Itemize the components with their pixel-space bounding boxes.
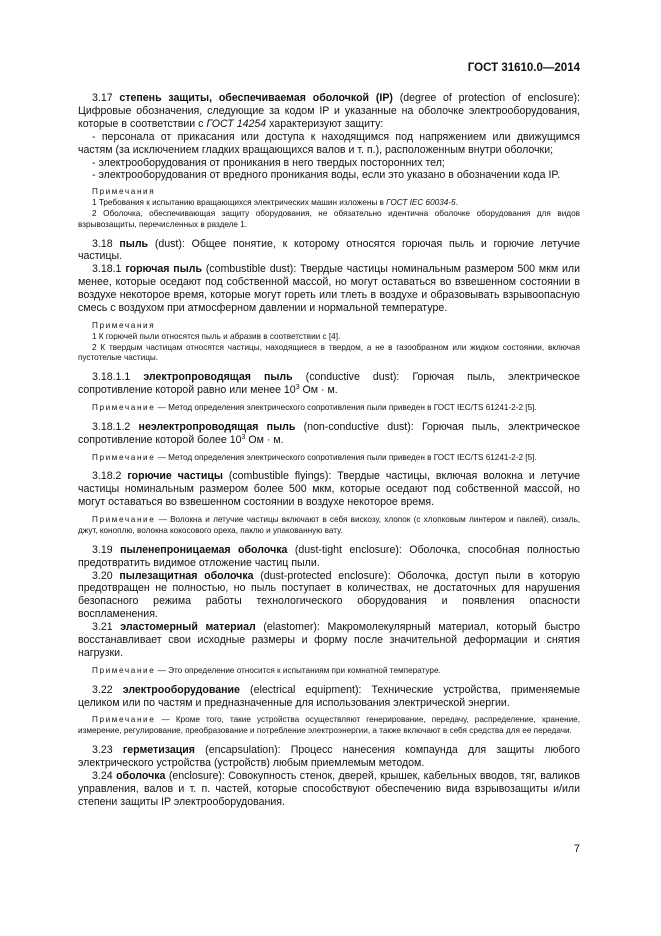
section-3-19 [78,544,580,570]
note-label: Примечание [92,515,156,525]
exponent: 3 [241,433,246,441]
list-item: - персонала от прикасания или доступа к находящимся под напряжением или движущимся частям (за исключением гладких вращающихся валов и т. п.), расположенным внутри оболочки; [78,130,580,156]
term: горючая пыль [125,263,202,276]
term: электропроводящая пыль [143,371,293,384]
section-number: 3.19 [92,543,113,556]
definition: (conductive dust): Горючая пыль, электрическое сопротивление которой равно или менее 10 [78,371,580,397]
section-3-17 [78,92,580,131]
section-number: 3.18 [92,237,113,250]
section-number: 3.18.1.2 [92,420,131,433]
note-label: Примечание [92,452,156,462]
note-label: Примечание [92,715,156,725]
term: неэлектропроводящая пыль [138,420,296,433]
list-item: - электрооборудования от проникания в него твердых посторонних тел; [92,156,445,169]
reference: ГОСТ IEC 60034-5 [386,198,456,208]
note-text: — Кроме того, такие устройства осуществляют генерирование, передачу, распределение, хранение, измерение, регулирование, преобразование и потребление электроэнергии, а также включают в себя средства для ее передачи. [78,715,580,736]
note-1: 1 К горючей пыли относятся пыль и абразив в соответствии с [4]. [92,331,341,341]
unit: Ом · м. [299,384,338,397]
term: пыль [119,237,149,250]
section-number: 3.18.1 [92,263,122,276]
note [78,453,580,464]
term: герметизация [122,744,195,757]
definition: (combustible dust): Твердые частицы номинальным размером 500 мкм или менее, которые оседают под собственной массой, но могут оставаться во взвешенном состоянии в воздухе некоторое время, которые могут гореть или тлеть в воздухе и образовывать взрывоопасную смесь с воздухом при атмосферном давлении и нормальной температуре. [78,263,580,315]
section-3-24 [78,770,580,809]
section-3-18 [78,238,580,264]
note-label: Примечание [92,402,156,412]
note-end: . [455,198,458,208]
term: пылезащитная оболочка [119,569,254,582]
definition: (electrical equipment): Технические устройства, применяемые целиком или по частям и предназначенные для использования электрической энергии. [78,683,580,709]
section-3-18-1-1 [78,371,580,397]
section-3-18-2 [78,470,580,509]
note-2: 2 К твердым частицам относятся частицы, находящиеся в твердом, а не в газообразном или жидком состоянии, включая пустотелые частицы. [78,342,580,363]
section-number: 3.18.1.1 [92,371,131,384]
note [78,715,580,737]
definition: (enclosure): Совокупность стенок, дверей, крышек, кабельных вводов, тяг, валиков управления, валов и т. п. частей, которые способствуют обеспечению вида взрывозащиты и/или степени защиты IP электрооборудования. [78,769,580,808]
section-3-18-1 [78,263,580,315]
term: степень защиты, обеспечиваемая оболочкой (IP) [119,92,393,104]
definition: (degree of protection of enclosure): Цифровые обозначения, следующие за кодом IP и указанные на оболочке электрооборудования, которые в соответствии с [78,92,580,130]
term: горючие частицы [127,470,223,483]
document-body [78,92,580,809]
page-number: 7 [573,843,580,855]
section-3-20 [78,570,580,622]
section-number: 3.22 [92,683,113,696]
definition: (dust-protected enclosure): Оболочка, доступ пыли в которую предотвращен не полностью, но пыль поступает в количествах, не достаточных для нарушения безопасного режима работы технологического оборудования и появления опасности воспламенения. [78,569,580,621]
note [78,403,580,414]
term: электрооборудование [122,683,240,696]
section-number: 3.24 [92,769,113,782]
note-text: — Метод определения электрического сопротивления пыли приведен в ГОСТ IEC/TS 61241-2-2 [5]. [155,452,537,462]
note [78,666,580,677]
note [78,515,580,537]
term: пыленепроницаемая оболочка [120,543,288,556]
section-3-21 [78,621,580,660]
note-text: — Это определение относится к испытаниям при комнатной температуре. [155,665,441,675]
notes-heading: Примечания [92,187,156,197]
note-label: Примечание [92,665,156,675]
note-2: 2 Оболочка, обеспечивающая защиту оборудования, не обязательно идентична оболочке оборудования для видов взрывозащиты, перечисленных в разделе 1. [78,208,580,229]
definition-end: характеризуют защиту: [266,117,384,130]
definition: (combustible flyings): Твердые частицы, включая волокна и летучие частицы номинальным размером более 500 мкм, которые оседают под собственной массой, но могут оставаться во взвешенном состоянии в воздухе некоторое время. [78,470,580,509]
term: эластомерный материал [120,621,256,634]
section-number: 3.18.2 [92,470,122,483]
note-1 [78,198,580,209]
definition: (dust): Общее понятие, к которому относятся горючая пыль и горючие летучие частицы. [78,237,580,263]
unit: Ом · м. [245,433,284,446]
list-item: - электрооборудования от вредного проникания воды, если это указано в обозначении кода IP. [92,169,561,182]
note-text: — Метод определения электрического сопротивления пыли приведен в ГОСТ IEC/TS 61241-2-2 [5]. [155,402,537,412]
section-number: 3.17 [92,92,113,104]
section-3-23 [78,744,580,770]
notes-heading: Примечания [92,320,156,330]
definition: (elastomer): Макромолекулярный материал, который быстро восстанавливает свои исходные размеры и форму после значительной деформации и снятия нагрузки. [78,621,580,659]
definition: (encapsulation): Процесс нанесения компаунда для защиты любого электрического устройства (устройств) любым приемлемым методом. [78,744,580,769]
exponent: 3 [295,384,300,392]
definition: (non-conductive dust): Горючая пыль, электрическое сопротивление которой более 10 [78,420,580,446]
term: оболочка [116,769,166,782]
section-number: 3.20 [92,569,113,582]
reference: ГОСТ 14254 [206,117,267,130]
note-text: 1 Требования к испытанию вращающихся электрических машин изложены в [92,198,387,208]
section-3-18-1-2 [78,421,580,447]
section-number: 3.23 [92,744,113,757]
section-number: 3.21 [92,621,113,634]
standard-header: ГОСТ 31610.0—2014 [467,62,580,74]
definition: (dust-tight enclosure): Оболочка, способная полностью предотвратить видимое отложение частиц пыли. [78,543,580,569]
section-3-22 [78,684,580,710]
note-text: — Волокна и летучие частицы включают в себя вискозу, хлопок (с хлопковым линтером и паклей), сизаль, джут, коноплю, волокна кокосового ореха, паклю и упакованную вату. [78,515,580,535]
